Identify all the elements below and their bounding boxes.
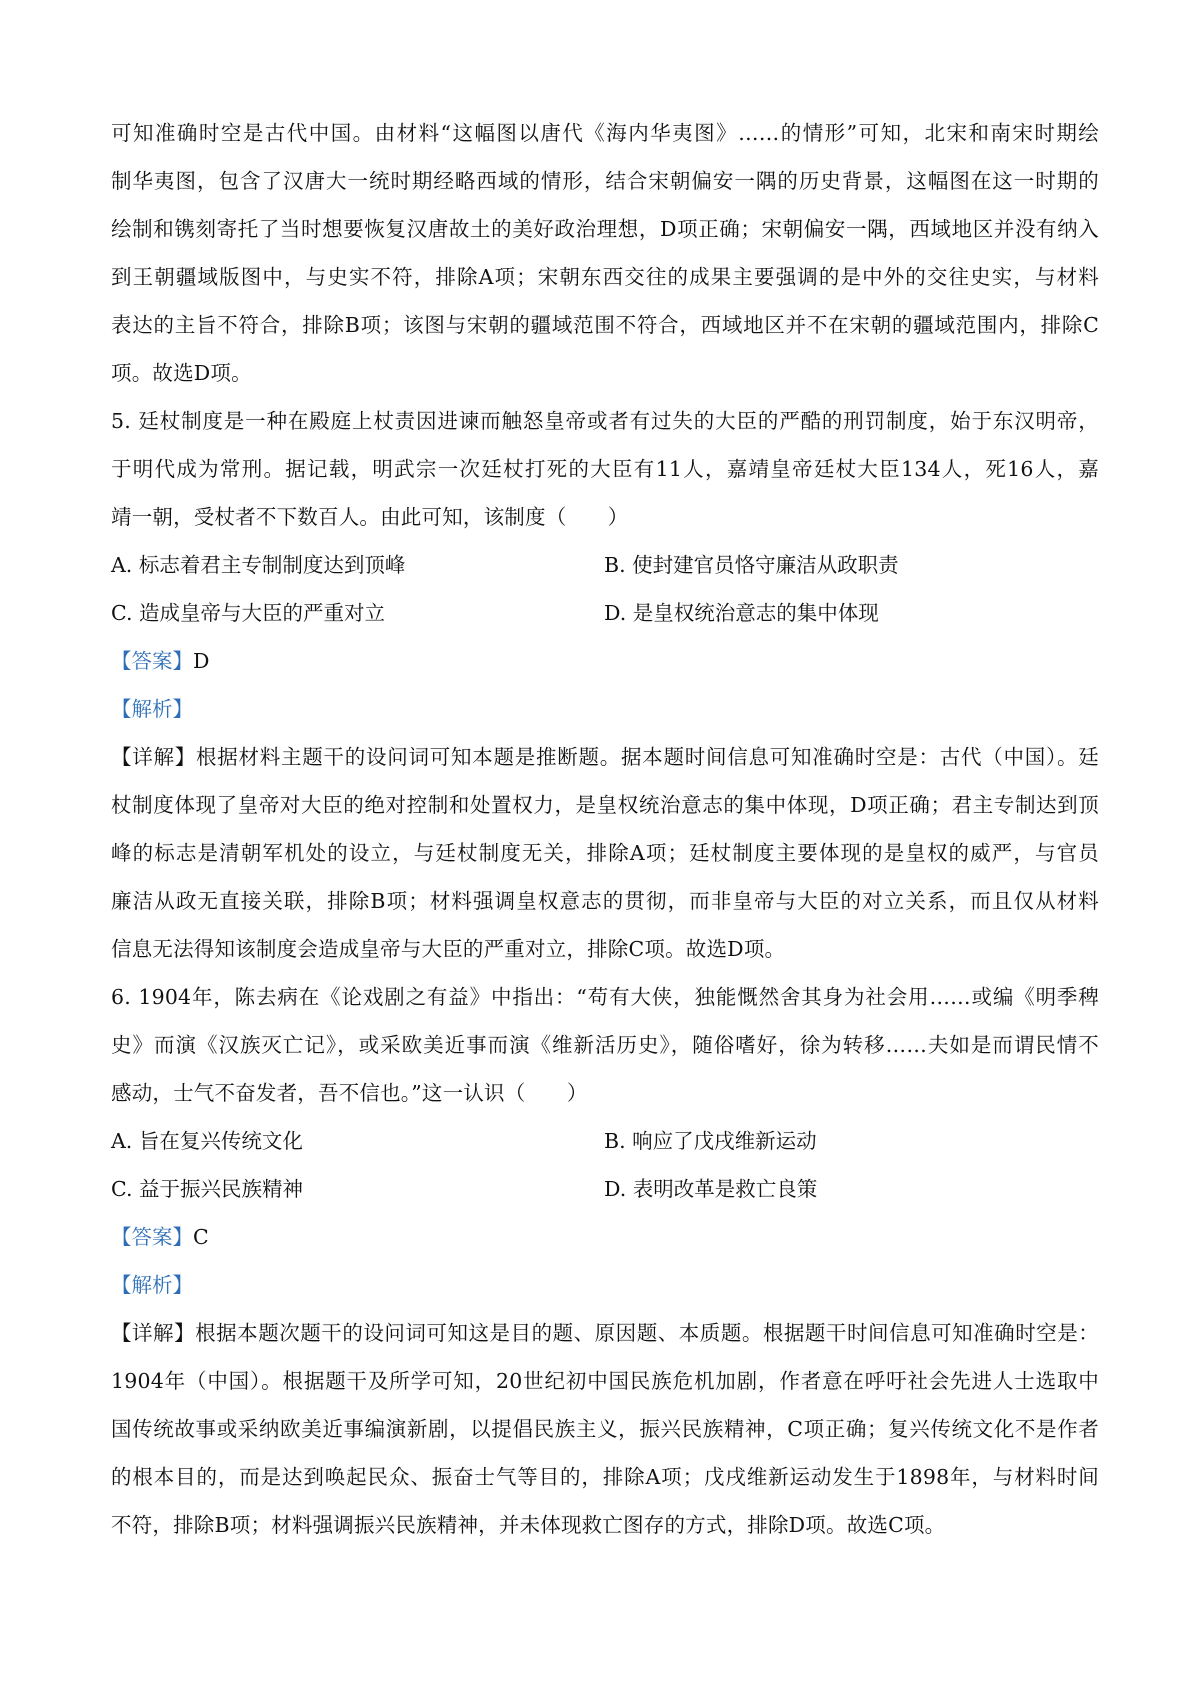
paragraph-line: 项。故选D项。 bbox=[111, 361, 252, 385]
detail-line: 不符，排除B项；材料强调振兴民族精神，并未体现救亡图存的方式，排除D项。故选C项。 bbox=[111, 1513, 946, 1537]
option-c: C. 益于振兴民族精神 bbox=[111, 1177, 303, 1201]
question-stem-line: 6. 1904年，陈去病在《论戏剧之有益》中指出：“苟有大侠，独能慨然舍其身为社会用……或编《明季稗 bbox=[111, 985, 1099, 1009]
option-a: A. 标志着君主专制制度达到顶峰 bbox=[111, 553, 406, 577]
paragraph-line: 绘制和镌刻寄托了当时想要恢复汉唐故土的美好政治理想，D项正确；宋朝偏安一隅，西域地区并没有纳入 bbox=[111, 217, 1099, 241]
detail-text: 根据材料主题干的设问词可知本题是推断题。据本题时间信息可知准确时空是：古代（中国）。廷 bbox=[196, 745, 1099, 769]
question-stem-line: 5. 廷杖制度是一种在殿庭上杖责因进谏而触怒皇帝或者有过失的大臣的严酷的刑罚制度，始于东汉明帝， bbox=[111, 409, 1099, 433]
question-6 bbox=[111, 973, 1099, 1549]
option-c: C. 造成皇帝与大臣的严重对立 bbox=[111, 601, 385, 625]
answer-value: C bbox=[193, 1225, 209, 1249]
detail-line: 国传统故事或采纳欧美近事编演新剧，以提倡民族主义，振兴民族精神，C项正确；复兴传统文化不是作者 bbox=[111, 1417, 1099, 1441]
detail-line: 峰的标志是清朝军机处的设立，与廷杖制度无关，排除A项；廷杖制度主要体现的是皇权的威严，与官员 bbox=[111, 841, 1099, 865]
answer-label: 【答案】 bbox=[111, 1225, 193, 1249]
paragraph-line: 表达的主旨不符合，排除B项；该图与宋朝的疆域范围不符合，西域地区并不在宋朝的疆域范围内，排除C bbox=[111, 313, 1099, 337]
q4-analysis-tail bbox=[111, 109, 1099, 397]
detail-label: 【详解】 bbox=[111, 745, 197, 769]
option-b: B. 响应了戊戌维新运动 bbox=[604, 1129, 817, 1153]
detail-line bbox=[111, 733, 1099, 781]
analysis-label: 【解析】 bbox=[111, 1273, 193, 1297]
detail-line: 信息无法得知该制度会造成皇帝与大臣的严重对立，排除C项。故选D项。 bbox=[111, 937, 786, 961]
paragraph-line: 制华夷图，包含了汉唐大一统时期经略西域的情形，结合宋朝偏安一隅的历史背景，这幅图在这一时期的 bbox=[111, 169, 1099, 193]
paragraph-line: 可知准确时空是古代中国。由材料“这幅图以唐代《海内华夷图》……的情形”可知，北宋和南宋时期绘 bbox=[111, 121, 1099, 145]
answer-label: 【答案】 bbox=[111, 649, 193, 673]
question-stem-line: 感动，士气不奋发者，吾不信也。”这一认识（ ） bbox=[111, 1081, 588, 1105]
question-stem-line: 靖一朝，受杖者不下数百人。由此可知，该制度（ ） bbox=[111, 505, 629, 529]
detail-label: 【详解】 bbox=[111, 1321, 196, 1345]
analysis-line bbox=[111, 1261, 1099, 1309]
question-5 bbox=[111, 397, 1099, 973]
detail-line: 1904年（中国）。根据题干及所学可知，20世纪初中国民族危机加剧，作者意在呼吁社会先进人士选取中 bbox=[111, 1369, 1099, 1393]
detail-line: 的根本目的，而是达到唤起民众、振奋士气等目的，排除A项；戊戌维新运动发生于1898年，与材料时间 bbox=[111, 1465, 1099, 1489]
options-row bbox=[111, 589, 1099, 637]
analysis-line bbox=[111, 685, 1099, 733]
detail-line: 廉洁从政无直接关联，排除B项；材料强调皇权意志的贯彻，而非皇帝与大臣的对立关系，而且仅从材料 bbox=[111, 889, 1099, 913]
question-stem-line: 于明代成为常刑。据记载，明武宗一次廷杖打死的大臣有11人，嘉靖皇帝廷杖大臣134人，死16人，嘉 bbox=[111, 457, 1099, 481]
paragraph-line: 到王朝疆域版图中，与史实不符，排除A项；宋朝东西交往的成果主要强调的是中外的交往史实，与材料 bbox=[111, 265, 1099, 289]
detail-line: 杖制度体现了皇帝对大臣的绝对控制和处置权力，是皇权统治意志的集中体现，D项正确；君主专制达到顶 bbox=[111, 793, 1099, 817]
option-d: D. 是皇权统治意志的集中体现 bbox=[604, 601, 879, 625]
option-d: D. 表明改革是救亡良策 bbox=[604, 1177, 818, 1201]
document-page bbox=[111, 109, 1099, 1549]
option-a: A. 旨在复兴传统文化 bbox=[111, 1129, 303, 1153]
detail-text: 根据本题次题干的设问词可知这是目的题、原因题、本质题。根据题干时间信息可知准确时空是： bbox=[195, 1321, 1099, 1345]
option-b: B. 使封建官员恪守廉洁从政职责 bbox=[604, 553, 899, 577]
answer-line bbox=[111, 637, 1099, 685]
options-row bbox=[111, 1165, 1099, 1213]
analysis-label: 【解析】 bbox=[111, 697, 193, 721]
answer-value: D bbox=[193, 649, 210, 673]
detail-line bbox=[111, 1309, 1099, 1357]
answer-line bbox=[111, 1213, 1099, 1261]
options-row bbox=[111, 541, 1099, 589]
question-stem-line: 史》而演《汉族灭亡记》，或采欧美近事而演《维新活历史》，随俗嗜好，徐为转移……夫如是而谓民情不 bbox=[111, 1033, 1099, 1057]
options-row bbox=[111, 1117, 1099, 1165]
